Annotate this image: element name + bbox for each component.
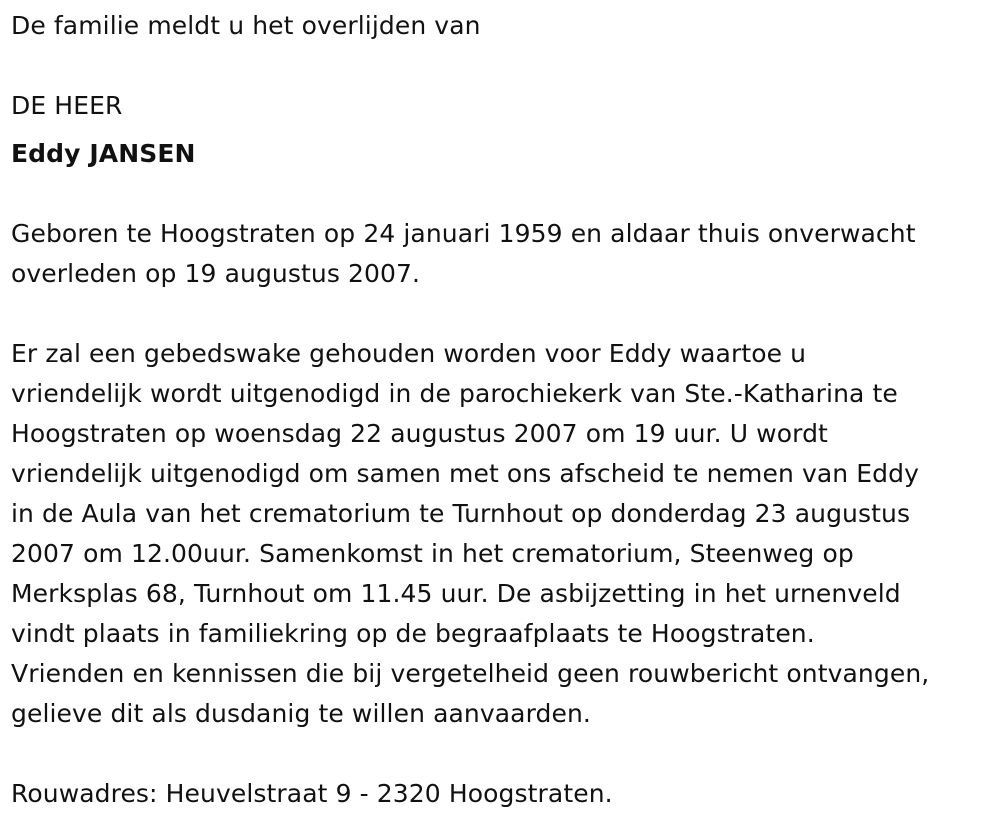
ceremony-line: gelieve dit als dusdanig te willen aanvaarden.: [11, 699, 591, 728]
deceased-name: Eddy JANSEN: [11, 139, 196, 168]
ceremony-line: vindt plaats in familiekring op de begraafplaats te Hoogstraten.: [11, 619, 815, 648]
mourning-address: Rouwadres: Heuvelstraat 9 - 2320 Hoogstraten.: [11, 779, 613, 808]
ceremony-line: Er zal een gebedswake gehouden worden voor Eddy waartoe u: [11, 339, 807, 368]
birth-line: overleden op 19 augustus 2007.: [11, 259, 421, 288]
ceremony-line: in de Aula van het crematorium te Turnhout op donderdag 23 augustus: [11, 499, 911, 528]
intro-text: De familie meldt u het overlijden van: [11, 11, 481, 40]
birth-paragraph: [11, 214, 991, 294]
ceremony-paragraph: [11, 334, 991, 734]
ceremony-line: Vrienden en kennissen die bij vergetelheid geen rouwbericht ontvangen,: [11, 659, 930, 688]
honorific-title: DE HEER: [11, 91, 123, 120]
obituary-document: [11, 6, 991, 814]
ceremony-line: vriendelijk uitgenodigd om samen met ons afscheid te nemen van Eddy: [11, 459, 919, 488]
birth-line: Geboren te Hoogstraten op 24 januari 1959 en aldaar thuis onverwacht: [11, 219, 916, 248]
ceremony-line: Hoogstraten op woensdag 22 augustus 2007 om 19 uur. U wordt: [11, 419, 828, 448]
ceremony-line: Merksplas 68, Turnhout om 11.45 uur. De asbijzetting in het urnenveld: [11, 579, 901, 608]
ceremony-line: vriendelijk wordt uitgenodigd in de parochiekerk van Ste.-Katharina te: [11, 379, 898, 408]
ceremony-line: 2007 om 12.00uur. Samenkomst in het crematorium, Steenweg op: [11, 539, 854, 568]
